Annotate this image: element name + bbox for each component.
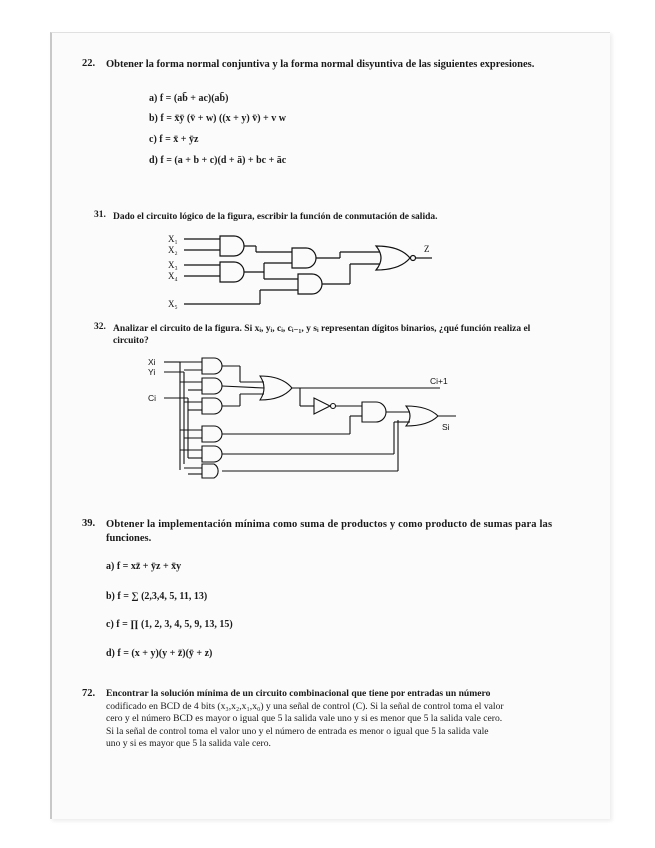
q22-item-c-expr: f = x̄ + ȳz <box>159 134 199 145</box>
and-gate-4 <box>298 274 322 294</box>
q72-line-1: Encontrar la solución mínima de un circuito combinacional que tiene por entradas un número <box>106 688 491 699</box>
q22-item-c: c) f = x̄ + ȳz <box>149 134 199 145</box>
question-39-text-line2: funciones. <box>106 533 152 544</box>
question-31-text: Dado el circuito lógico de la figura, escribir la función de conmutación de salida. <box>113 212 438 222</box>
or-gate-output <box>376 246 410 270</box>
q72-line-2: codificado en BCD de 4 bits (x₃,x₂,x₁,x₀) y una señal de control (C). Si la señal de control toma el valor <box>106 700 504 712</box>
q22-item-d: d) f = (a + b + c)(d + ā) + bc + āc <box>149 155 287 166</box>
c32-output-ci1: Ci+1 <box>430 376 448 386</box>
c31-input-x4: X₄ <box>168 271 178 281</box>
and-gate-c32-6 <box>202 464 218 478</box>
and-gate-c32-1 <box>202 358 222 374</box>
q39-item-d-expr: f = (x + y)(y + z̄)(ȳ + z) <box>117 648 213 659</box>
q39-item-d: d) f = (x + y)(y + z̄)(ȳ + z) <box>106 648 213 659</box>
q72-line-5: uno y si es mayor que 5 la salida vale cero. <box>106 738 271 750</box>
c32-output-si: Si <box>442 422 450 432</box>
question-39-text-line1: Obtener la implementación mínima como suma de productos y como producto de sumas para las <box>106 519 553 530</box>
question-22-text: Obtener la forma normal conjuntiva y la forma normal disyuntiva de las siguientes expresiones. <box>106 59 535 70</box>
and-gate-c32-3 <box>202 398 222 414</box>
c31-input-x1: X₁ <box>168 234 178 244</box>
inverter-gate <box>314 398 330 414</box>
q39-item-b: b) f = ∑ (2,3,4, 5, 11, 13) <box>106 591 208 602</box>
and-gate-c32-5 <box>202 446 222 462</box>
q22-item-d-expr: f = (a + b + c)(d + ā) + bc + āc <box>160 155 287 166</box>
question-31-number: 31. <box>94 210 106 220</box>
q39-item-b-expr: f = ∑ (2,3,4, 5, 11, 13) <box>117 591 208 602</box>
q39-item-c-expr: f = ∏ (1, 2, 3, 4, 5, 9, 13, 15) <box>116 619 233 630</box>
q72-line-4: Si la señal de control toma el valor uno y el número de entrada es menor o igual que 5 la salida vale <box>106 725 489 737</box>
q22-item-b: b) f = x̄ȳ (v̄ + w) ((x + y) v̄) + v w <box>149 113 286 124</box>
question-22-number: 22. <box>82 58 96 69</box>
or-gate-carry <box>260 376 292 400</box>
and-gate-1 <box>220 236 244 256</box>
question-32-text-line1: Analizar el circuito de la figura. Si xᵢ, yᵢ, cᵢ, cᵢ₋₁, y sᵢ representan dígitos binarios, ¿qué función realiza el <box>113 324 531 334</box>
and-gate-3 <box>292 248 316 268</box>
question-32-text-line2: circuito? <box>113 336 149 346</box>
q39-item-a-expr: f = xz̄ + ȳz + x̄y <box>116 561 182 572</box>
c31-input-x2: X₂ <box>168 245 178 255</box>
c32-input-yi: Yi <box>148 367 156 377</box>
circuit-31-diagram <box>160 228 450 318</box>
c31-input-x5: X₅ <box>168 299 178 309</box>
or-gate-sum <box>406 406 438 426</box>
question-72-number: 72. <box>82 688 96 699</box>
c31-input-x3: X₃ <box>168 260 178 270</box>
q39-item-a: a) f = xz̄ + ȳz + x̄y <box>106 561 182 572</box>
question-32-number: 32. <box>94 322 106 332</box>
q22-item-a-expr: f = (ab̄ + ac)(ab̄) <box>159 93 229 104</box>
question-39-number: 39. <box>82 518 96 529</box>
and-gate-c32-4 <box>202 426 222 442</box>
q72-line-3: cero y el número BCD es mayor o igual que 5 la salida vale uno y si es menor que 5 la salida vale cero. <box>106 713 503 725</box>
and-gate-c32-2 <box>202 378 222 394</box>
q39-item-c: c) f = ∏ (1, 2, 3, 4, 5, 9, 13, 15) <box>106 619 233 630</box>
circuit-32-diagram <box>140 352 470 482</box>
c32-input-ci: Ci <box>148 393 157 403</box>
q22-item-b-expr: f = x̄ȳ (v̄ + w) ((x + y) v̄) + v w <box>160 113 286 124</box>
c31-output-z: Z <box>424 244 430 254</box>
question-72-body <box>106 688 578 751</box>
and-gate-c32-mid <box>362 402 386 422</box>
c32-input-xi: Xi <box>148 357 156 367</box>
and-gate-2 <box>220 262 244 282</box>
q22-item-a: a) f = (ab̄ + ac)(ab̄) <box>149 93 229 104</box>
